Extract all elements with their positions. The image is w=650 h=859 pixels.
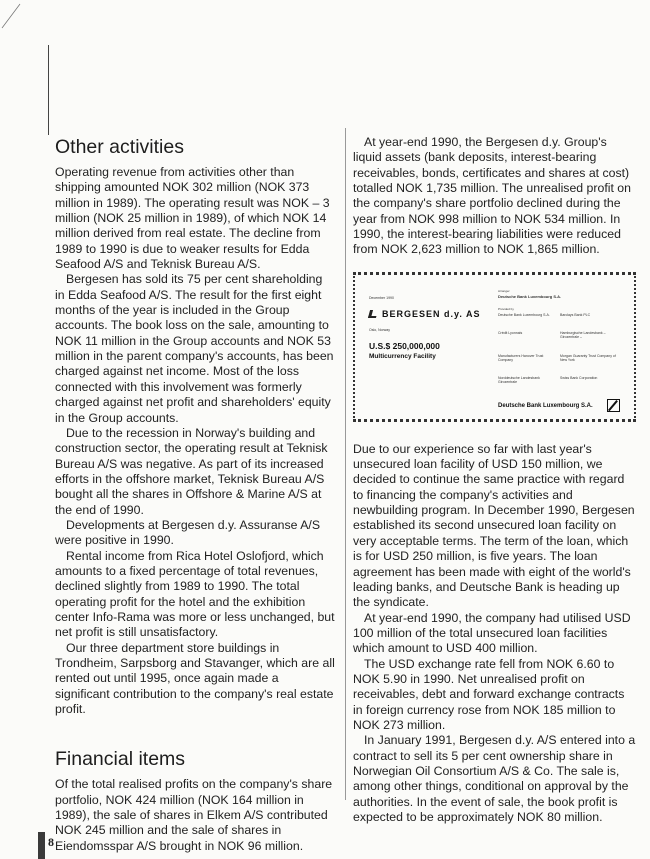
left-margin-rule — [48, 45, 49, 135]
folio-bar — [38, 832, 45, 859]
paragraph: Due to the recession in Norway's building and construction sector, the operating result at Teknisk Bureau A/S was negative. As part of its increased efforts in the offshore market, Teknisk Bureau A/S bought all the shares in Offshore & Marine A/S at the end of 1990. — [55, 425, 328, 517]
paragraph: Our three department store buildings in Trondheim, Sarpsborg and Stavanger, which are all rented out until 1995, once again made a significant contribution to the company's real estate profit. — [55, 640, 335, 717]
paragraph: Bergesen has sold its 75 per cent shareholding in Edda Seafood A/S. The result for the first eight months of the year is included in the Group accounts. The book loss on the sale, amounting to NOK 11 million in the Group accounts and NOK 53 million in the parent company's accounts, has been charged against net income. Most of the loss connected with this involvement was formerly charged against net profit and shareholders' equity in the Group accounts. — [55, 272, 334, 425]
page-number: 8 — [48, 835, 54, 849]
bergesen-logo — [369, 309, 481, 319]
bank-name: Barclays Bank PLC — [560, 312, 591, 317]
column-divider — [345, 128, 346, 800]
heading-other-activities: Other activities — [55, 136, 184, 158]
bank-name: Crédit Lyonnais — [498, 330, 523, 335]
paragraph: At year-end 1990, the company had utilised USD 100 million of the total unsecured loan facilities which amount to USD 400 million. — [353, 610, 631, 656]
provided-by-label: Provided by — [498, 306, 514, 311]
advert-date: December 1990 — [369, 295, 394, 300]
paragraph: Of the total realised profits on the company's share portfolio, NOK 424 million (NOK 164 million in 1989), the sale of shares in Elkem A/S contributed NOK 245 million and the sale of shares in Eiendomsspar A/S brought in NOK 96 million. — [55, 777, 333, 853]
corner-crop-mark — [0, 0, 40, 30]
deutsche-bank-logo-icon — [607, 399, 620, 412]
bank-name: Hamburgische Landesbank – Girozentrale – — [560, 330, 606, 340]
advert-facility: Multicurrency Facility — [369, 352, 436, 360]
advert-amount: U.S.$ 250,000,000 — [369, 340, 440, 351]
paragraph: The USD exchange rate fell from NOK 6.60 to NOK 5.90 in 1990. Net unrealised profit on receivables, debt and forward exchange contracts in foreign currency rose from NOK 185 million to NOK 273 million. — [353, 656, 625, 732]
paragraph: Rental income from Rica Hotel Oslofjord, which amounts to a fixed percentage of total revenues, declined slightly from 1989 to 1990. The total operating profit for the hotel and the exhibition center Info-Rama was more or less unchanged, but net profit is still unsatisfactory. — [55, 548, 335, 640]
bergesen-logo-text: BERGESEN d.y. AS — [382, 308, 481, 319]
arranger-name: Deutsche Bank Luxembourg S.A. — [498, 293, 562, 299]
bank-name: Swiss Bank Corporation — [560, 375, 598, 380]
advert-footer: Deutsche Bank Luxembourg S.A. — [498, 402, 593, 409]
bank-name: Deutsche Bank Luxembourg S.A. — [498, 312, 550, 317]
paragraph: In January 1991, Bergesen d.y. A/S entered into a contract to sell its 5 per cent ownership share in Norwegian Oil Consortium A/S & Co. The sale is, among other things, conditional on approval by the authorities. In the event of sale, the book profit is expected to be approximately NOK 80 million. — [353, 733, 636, 824]
heading-financial-items: Financial items — [55, 748, 186, 771]
right-column — [353, 135, 636, 825]
advert-place: Oslo, Norway — [369, 327, 391, 332]
bank-name: Manufacturers Hanover Trust Company — [498, 353, 544, 363]
arranger-label: Arranger — [498, 288, 510, 293]
paragraph: At year-end 1990, the Bergesen d.y. Group's liquid assets (bank deposits, interest-bearing receivables, bonds, certificates and shares at cost) totalled NOK 1,735 million. The unrealised profit on the company's share portfolio declined during the year from NOK 998 million to NOK 534 million. In 1990, the interest-bearing liabilities were reduced from NOK 2,623 million to NOK 1,865 million. — [353, 135, 631, 257]
paragraph: Developments at Bergesen d.y. Assuranse A/S were positive in 1990. — [55, 517, 321, 548]
paragraph: Operating revenue from activities other than shipping amounted NOK 302 million (NOK 373 million in 1989). The operating result was NOK – 3 million (NOK 25 million in 1989), of which NOK 14 million derived from real estate. The decline from 1989 to 1990 is due to weaker results for Edda Seafood A/S and Teknisk Bureau A/S. — [55, 165, 330, 272]
loan-tombstone-advert — [353, 272, 636, 422]
bank-name: Norddeutsche Landesbank Girozentrale — [498, 375, 540, 385]
paragraph: Due to our experience so far with last year's unsecured loan facility of USD 150 million, we decided to continue the same practice with regard to financing the company's activities and newbuilding program. In December 1990, Bergesen established its second unsecured loan facility on very acceptable terms. The term of the loan, which is for USD 250 million, is five years. The loan agreement has been made with eight of the world's leading banks, and Deutsche Bank is heading up the syndicate. — [353, 441, 635, 610]
left-column — [55, 135, 335, 854]
bank-name: Morgan Guaranty Trust Company of New York — [560, 353, 616, 363]
bergesen-logo-icon — [368, 310, 378, 318]
